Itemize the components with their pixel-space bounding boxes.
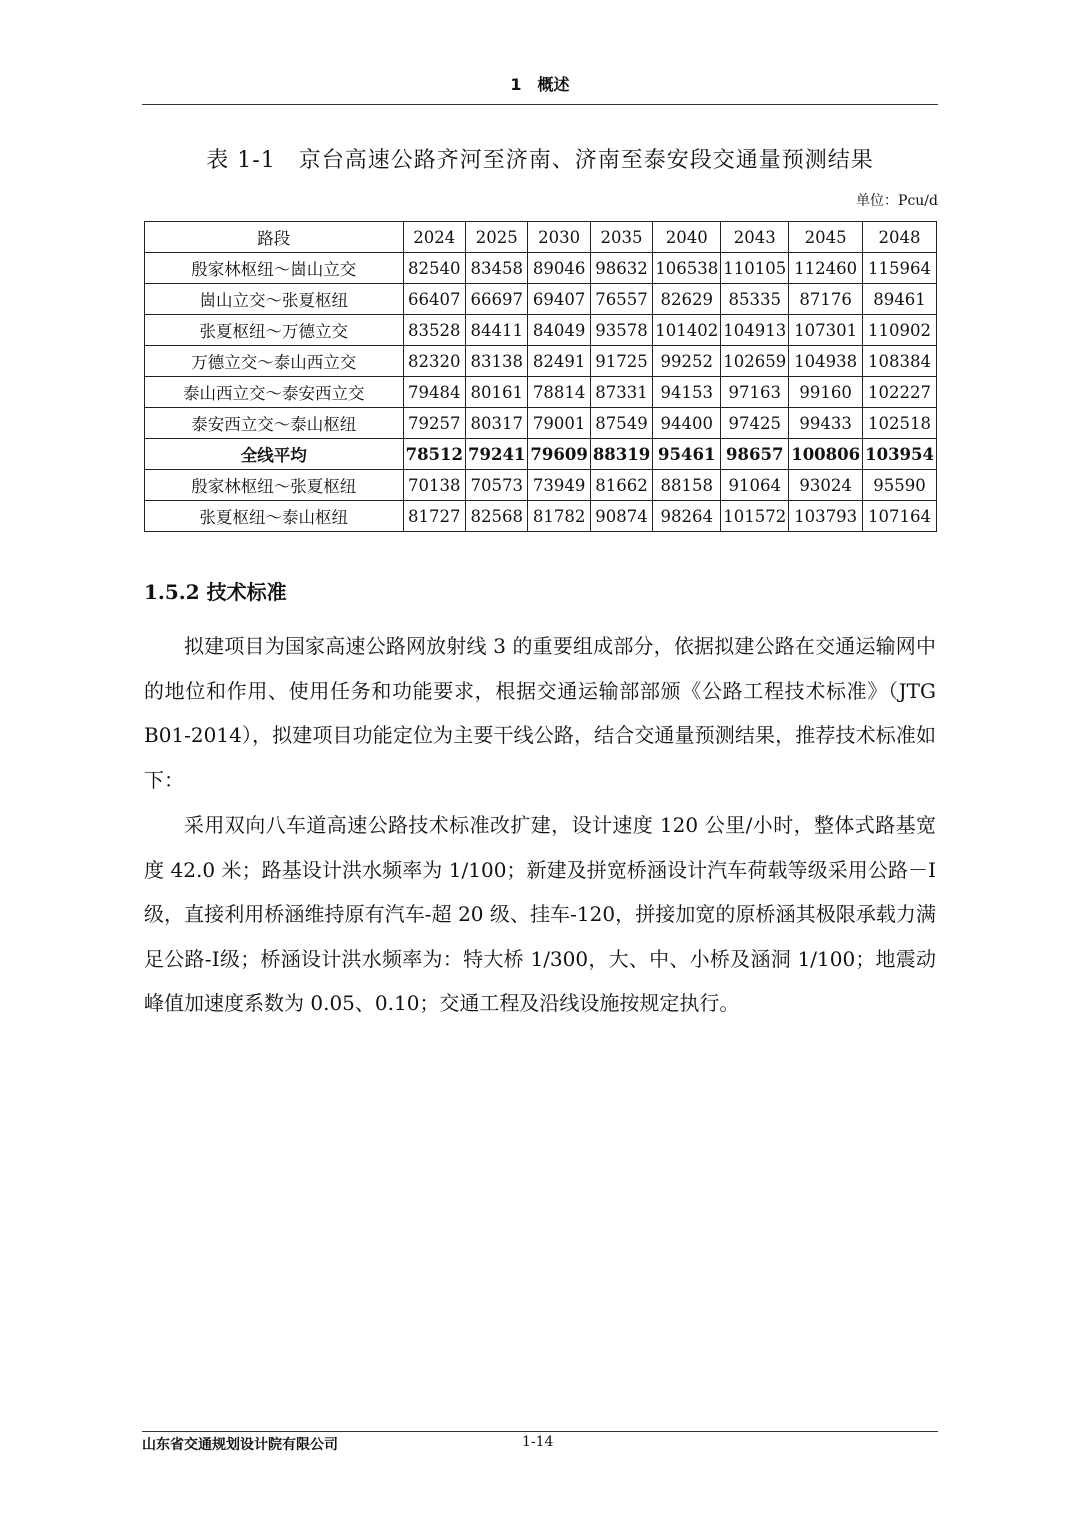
section-heading: 1.5.2 技术标准 [144, 580, 287, 604]
value-cell: 83528 [403, 315, 465, 346]
value-cell: 66697 [466, 284, 528, 315]
segment-cell: 殷家林枢纽～崮山立交 [145, 253, 404, 284]
column-header: 路段 [145, 222, 404, 253]
table-row [145, 346, 937, 377]
value-cell: 70573 [466, 470, 528, 501]
value-cell: 78814 [528, 377, 590, 408]
value-cell: 87331 [590, 377, 652, 408]
value-cell: 82491 [528, 346, 590, 377]
value-cell: 101402 [653, 315, 721, 346]
page-number: 1-14 [522, 1434, 554, 1450]
value-cell: 93578 [590, 315, 652, 346]
value-cell: 107164 [863, 501, 937, 532]
value-cell: 79484 [403, 377, 465, 408]
value-cell: 102227 [863, 377, 937, 408]
table-row [145, 501, 937, 532]
value-cell: 80161 [466, 377, 528, 408]
traffic-forecast-table [144, 221, 937, 532]
table-header-row [145, 222, 937, 253]
value-cell: 87549 [590, 408, 652, 439]
table-row [145, 470, 937, 501]
footer-divider [142, 1431, 938, 1432]
value-cell: 80317 [466, 408, 528, 439]
value-cell: 81662 [590, 470, 652, 501]
value-cell: 98632 [590, 253, 652, 284]
value-cell: 79001 [528, 408, 590, 439]
value-cell: 82540 [403, 253, 465, 284]
value-cell: 110902 [863, 315, 937, 346]
table-unit: 单位：Pcu/d [856, 193, 938, 209]
value-cell: 97425 [721, 408, 789, 439]
paragraph: 拟建项目为国家高速公路网放射线 3 的重要组成部分，依据拟建公路在交通运输网中的地位和作用、使用任务和功能要求，根据交通运输部部颁《公路工程技术标准》（JTG B01-2014），拟建项目功能定位为主要干线公路，结合交通量预测结果，推荐技术标准如下： [144, 634, 936, 792]
value-cell: 94400 [653, 408, 721, 439]
value-cell: 81727 [403, 501, 465, 532]
value-cell: 82568 [466, 501, 528, 532]
segment-cell: 殷家林枢纽～张夏枢纽 [145, 470, 404, 501]
table-title: 表 1-1 京台高速公路齐河至济南、济南至泰安段交通量预测结果 [206, 148, 874, 173]
value-cell: 83458 [466, 253, 528, 284]
page-header: 1 概述 [510, 75, 570, 94]
table-row [145, 439, 937, 470]
value-cell: 107301 [789, 315, 863, 346]
table-row [145, 408, 937, 439]
value-cell: 115964 [863, 253, 937, 284]
column-header: 2045 [789, 222, 863, 253]
segment-cell: 张夏枢纽～泰山枢纽 [145, 501, 404, 532]
table-row [145, 253, 937, 284]
segment-cell: 张夏枢纽～万德立交 [145, 315, 404, 346]
value-cell: 106538 [653, 253, 721, 284]
value-cell: 98264 [653, 501, 721, 532]
value-cell: 78512 [403, 439, 465, 470]
value-cell: 100806 [789, 439, 863, 470]
value-cell: 103954 [863, 439, 937, 470]
value-cell: 88319 [590, 439, 652, 470]
value-cell: 70138 [403, 470, 465, 501]
value-cell: 83138 [466, 346, 528, 377]
value-cell: 69407 [528, 284, 590, 315]
column-header: 2024 [403, 222, 465, 253]
value-cell: 97163 [721, 377, 789, 408]
value-cell: 88158 [653, 470, 721, 501]
segment-cell: 崮山立交～张夏枢纽 [145, 284, 404, 315]
value-cell: 112460 [789, 253, 863, 284]
value-cell: 89046 [528, 253, 590, 284]
value-cell: 99252 [653, 346, 721, 377]
value-cell: 99433 [789, 408, 863, 439]
value-cell: 82320 [403, 346, 465, 377]
value-cell: 99160 [789, 377, 863, 408]
value-cell: 101572 [721, 501, 789, 532]
value-cell: 84411 [466, 315, 528, 346]
value-cell: 95590 [863, 470, 937, 501]
value-cell: 104938 [789, 346, 863, 377]
value-cell: 84049 [528, 315, 590, 346]
footer-company: 山东省交通规划设计院有限公司 [142, 1437, 338, 1453]
value-cell: 102518 [863, 408, 937, 439]
value-cell: 82629 [653, 284, 721, 315]
value-cell: 81782 [528, 501, 590, 532]
header-divider [142, 104, 938, 105]
value-cell: 85335 [721, 284, 789, 315]
column-header: 2025 [466, 222, 528, 253]
value-cell: 87176 [789, 284, 863, 315]
value-cell: 110105 [721, 253, 789, 284]
value-cell: 95461 [653, 439, 721, 470]
value-cell: 102659 [721, 346, 789, 377]
value-cell: 89461 [863, 284, 937, 315]
segment-cell: 万德立交～泰山西立交 [145, 346, 404, 377]
table-row [145, 377, 937, 408]
value-cell: 90874 [590, 501, 652, 532]
value-cell: 79241 [466, 439, 528, 470]
value-cell: 91064 [721, 470, 789, 501]
value-cell: 91725 [590, 346, 652, 377]
table-row [145, 315, 937, 346]
value-cell: 93024 [789, 470, 863, 501]
value-cell: 66407 [403, 284, 465, 315]
segment-cell: 全线平均 [145, 439, 404, 470]
value-cell: 76557 [590, 284, 652, 315]
paragraph: 采用双向八车道高速公路技术标准改扩建，设计速度 120 公里/小时，整体式路基宽度 42.0 米；路基设计洪水频率为 1/100；新建及拼宽桥涵设计汽车荷载等级采用公路－Ⅰ级，直接利用桥涵维持原有汽车-超 20 级、挂车-120，拼接加宽的原桥涵其极限承载力满足公路-Ⅰ级；桥涵设计洪水频率为：特大桥 1/300，大、中、小桥及涵洞 1/100；地震动峰值加速度系数为 0.05、0.10；交通工程及沿线设施按规定执行。 [144, 813, 936, 1015]
column-header: 2043 [721, 222, 789, 253]
segment-cell: 泰山西立交～泰安西立交 [145, 377, 404, 408]
value-cell: 73949 [528, 470, 590, 501]
column-header: 2035 [590, 222, 652, 253]
column-header: 2048 [863, 222, 937, 253]
segment-cell: 泰安西立交～泰山枢纽 [145, 408, 404, 439]
value-cell: 94153 [653, 377, 721, 408]
column-header: 2030 [528, 222, 590, 253]
value-cell: 104913 [721, 315, 789, 346]
value-cell: 103793 [789, 501, 863, 532]
column-header: 2040 [653, 222, 721, 253]
value-cell: 98657 [721, 439, 789, 470]
value-cell: 79257 [403, 408, 465, 439]
value-cell: 79609 [528, 439, 590, 470]
table-row [145, 284, 937, 315]
value-cell: 108384 [863, 346, 937, 377]
